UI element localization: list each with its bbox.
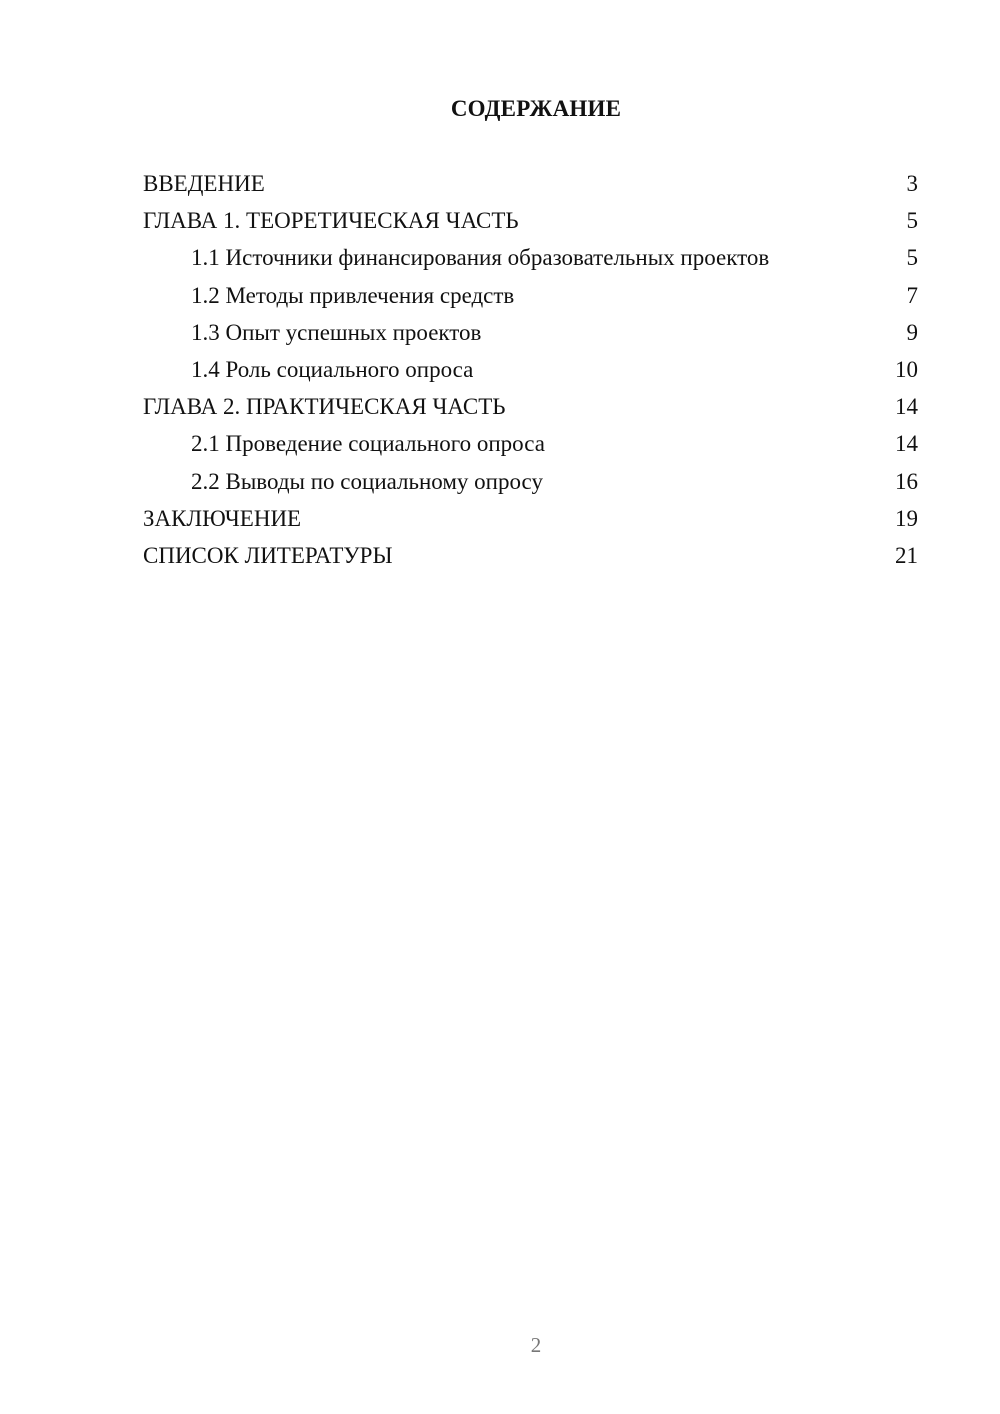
toc-entry — [143, 168, 918, 205]
toc-entry-page: 5 — [906, 245, 918, 271]
toc-entry-label: 1.1 Источники финансирования образовательных проектов — [191, 245, 770, 271]
table-of-contents — [143, 168, 918, 577]
toc-entry-label: 1.2 Методы привлечения средств — [191, 282, 515, 308]
toc-entry-label: 2.2 Выводы по социальному опросу — [191, 468, 543, 494]
toc-entry-page: 5 — [906, 208, 918, 234]
toc-entry-page: 10 — [895, 356, 918, 382]
toc-entry-page: 7 — [906, 282, 918, 308]
toc-entry-page: 14 — [895, 394, 918, 420]
toc-subentry — [143, 466, 918, 503]
toc-entry-label: ЗАКЛЮЧЕНИЕ — [143, 505, 302, 531]
toc-entry-page: 21 — [895, 542, 918, 568]
toc-subentry — [143, 280, 918, 317]
toc-entry — [143, 391, 918, 428]
toc-entry-page: 9 — [906, 319, 918, 345]
toc-entry — [143, 205, 918, 242]
toc-entry-page: 19 — [895, 505, 918, 531]
toc-entry-page: 3 — [906, 171, 918, 196]
page-title: СОДЕРЖАНИЕ — [450, 96, 622, 121]
toc-entry — [143, 503, 918, 540]
toc-entry-label: ГЛАВА 1. ТЕОРЕТИЧЕСКАЯ ЧАСТЬ — [143, 208, 519, 234]
toc-subentry — [143, 317, 918, 354]
toc-entry-page: 14 — [895, 431, 918, 457]
toc-entry-page: 16 — [895, 468, 918, 494]
toc-subentry — [143, 242, 918, 279]
toc-entry-label: ГЛАВА 2. ПРАКТИЧЕСКАЯ ЧАСТЬ — [143, 394, 506, 420]
toc-entry-label: ВВЕДЕНИЕ — [143, 171, 265, 196]
toc-subentry — [143, 354, 918, 391]
toc-entry-label: 1.4 Роль социального опроса — [191, 356, 474, 382]
page-number: 2 — [530, 1333, 542, 1357]
toc-entry-label: 2.1 Проведение социального опроса — [191, 431, 545, 457]
toc-entry-label: 1.3 Опыт успешных проектов — [191, 319, 482, 345]
toc-subentry — [143, 428, 918, 465]
toc-entry — [143, 540, 918, 577]
toc-entry-label: СПИСОК ЛИТЕРАТУРЫ — [143, 542, 393, 568]
